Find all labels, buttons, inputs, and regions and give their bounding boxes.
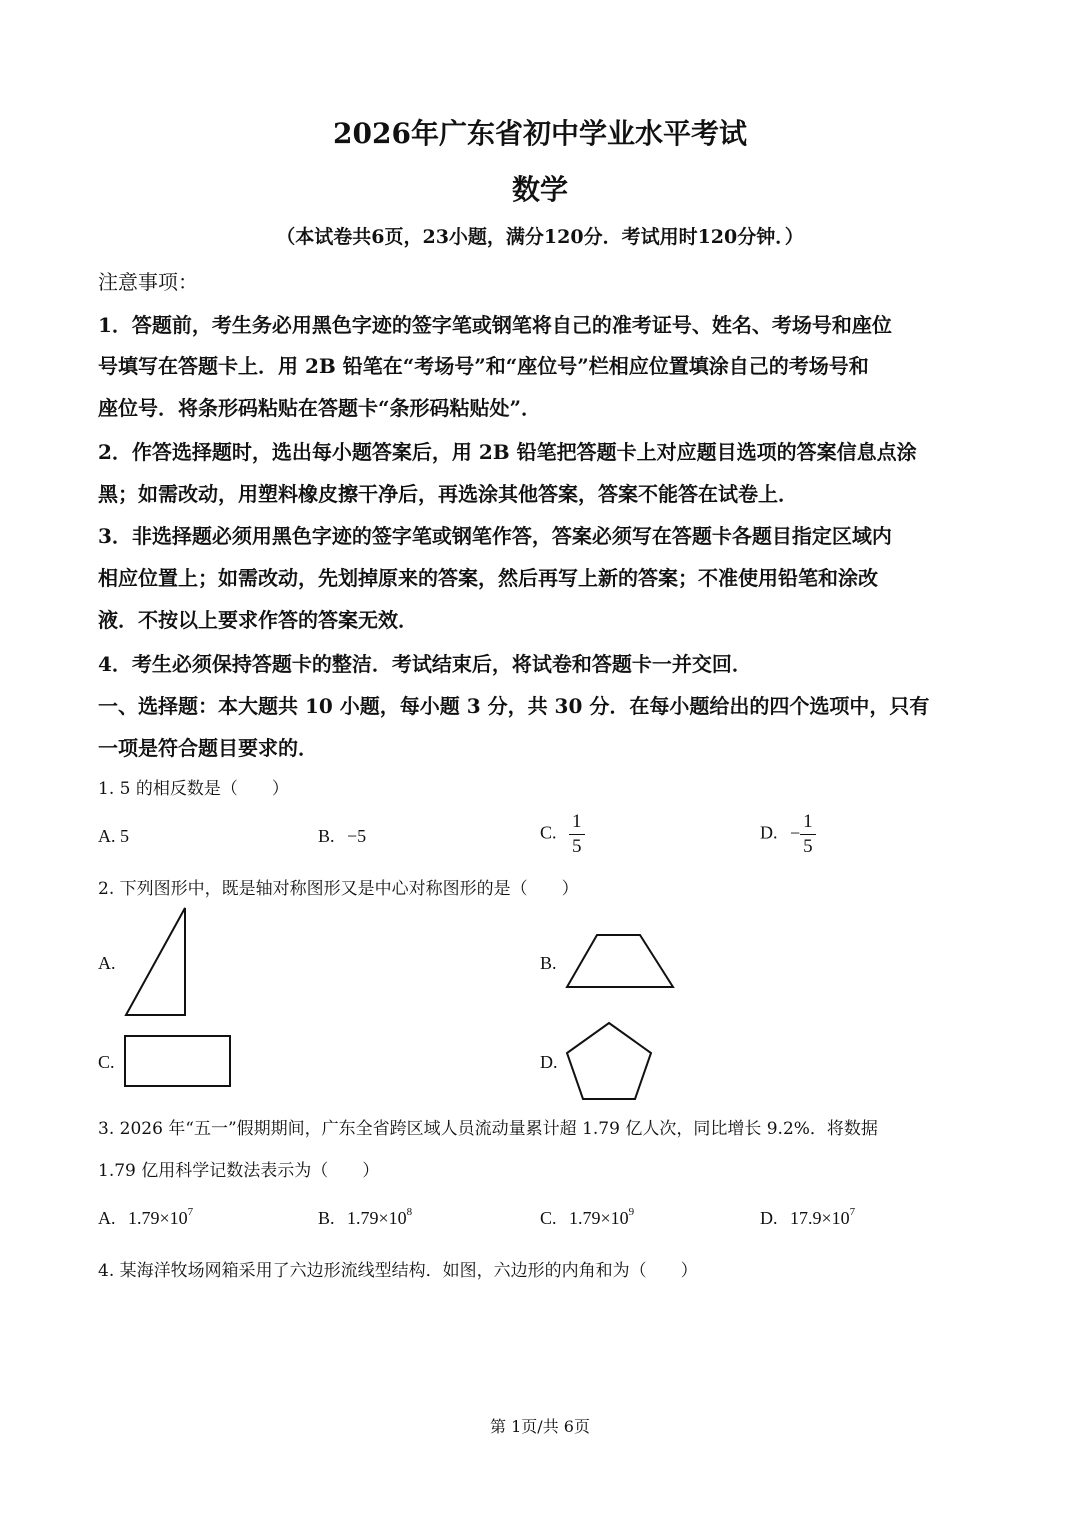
exponent: 9 <box>628 1206 635 1218</box>
option-value: 5 <box>120 826 129 846</box>
q2-option-d-label[interactable]: D. <box>540 1052 558 1072</box>
note-line-9: 4．考生必须保持答题卡的整洁．考试结束后，将试卷和答题卡一并交回． <box>98 652 752 676</box>
q3-option-c[interactable] <box>540 1206 634 1229</box>
option-value: −5 <box>347 826 367 846</box>
fraction <box>800 812 816 857</box>
q1-option-a[interactable] <box>98 826 129 847</box>
fraction <box>569 812 585 857</box>
note-line-7: 相应位置上；如需改动，先划掉原来的答案，然后再写上新的答案；不准使用铅笔和涂改 <box>98 566 878 590</box>
option-label: B. <box>318 826 335 846</box>
subject-title: 数学 <box>511 173 568 206</box>
option-label: A. <box>98 826 116 846</box>
note-line-5: 黑；如需改动，用塑料橡皮擦干净后，再选涂其他答案，答案不能答在试卷上． <box>98 482 798 506</box>
question-3-stem-line-1: 3. 2026 年“五一”假期期间，广东全省跨区域人员流动量累计超 1.79 亿人次，同比增长 9.2%．将数据 <box>98 1119 878 1139</box>
note-line-4: 2．作答选择题时，选出每小题答案后，用 2B 铅笔把答题卡上对应题目选项的答案信息点涂 <box>98 440 917 464</box>
note-line-8: 液．不按以上要求作答的答案无效． <box>98 608 418 632</box>
right-triangle-figure <box>120 905 195 1020</box>
notes-heading-text: 注意事项： <box>98 270 198 294</box>
q3-option-b[interactable] <box>318 1206 412 1229</box>
option-value: 1.79×10 <box>128 1208 188 1228</box>
question-4-stem: 4. 某海洋牧场网箱采用了六边形流线型结构．如图，六边形的内角和为（ ） <box>98 1261 698 1281</box>
q3-option-a[interactable] <box>98 1206 193 1229</box>
fraction-numerator: 1 <box>569 812 585 835</box>
exam-info: （本试卷共6页，23小题，满分120分．考试用时120分钟．） <box>276 226 804 248</box>
option-label: A. <box>98 1208 116 1228</box>
q1-option-c[interactable] <box>540 812 585 857</box>
fraction-denominator: 5 <box>572 835 582 857</box>
question-2-stem: 2. 下列图形中，既是轴对称图形又是中心对称图形的是（ ） <box>98 879 579 899</box>
option-label: D. <box>760 1208 778 1228</box>
trapezoid-figure <box>562 930 677 992</box>
exponent: 7 <box>849 1206 856 1218</box>
question-1-stem: 1. 5 的相反数是（ ） <box>98 779 289 799</box>
page-number: 第 1页/共 6页 <box>490 1417 590 1436</box>
section-heading-line-1: 一、选择题：本大题共 10 小题，每小题 3 分，共 30 分．在每小题给出的四个选项中，只有 <box>98 694 930 718</box>
option-value: 1.79×10 <box>569 1208 629 1228</box>
note-line-6: 3．非选择题必须用黑色字迹的签字笔或钢笔作答，答案必须写在答题卡各题目指定区域内 <box>98 524 892 548</box>
option-value: 1.79×10 <box>347 1208 407 1228</box>
exam-title: 2026年广东省初中学业水平考试 <box>333 117 747 150</box>
q2-option-c-label[interactable]: C. <box>98 1052 115 1072</box>
q2-option-a-label[interactable]: A. <box>98 953 116 973</box>
note-line-2: 号填写在答题卡上．用 2B 铅笔在“考场号”和“座位号”栏相应位置填涂自己的考场号和 <box>98 354 869 378</box>
fraction-denominator: 5 <box>803 835 813 857</box>
exponent: 8 <box>406 1206 413 1218</box>
note-line-1: 1．答题前，考生务必用黑色字迹的签字笔或钢笔将自己的准考证号、姓名、考场号和座位 <box>98 313 892 337</box>
q2-option-b-label[interactable]: B. <box>540 953 557 973</box>
option-label: C. <box>540 1208 557 1228</box>
note-line-3: 座位号．将条形码粘贴在答题卡“条形码粘贴处”． <box>98 396 542 420</box>
option-label: C. <box>540 822 557 843</box>
rectangle-figure <box>122 1033 234 1091</box>
option-value: 17.9×10 <box>790 1208 850 1228</box>
q3-option-d[interactable] <box>760 1206 855 1229</box>
q1-option-d[interactable] <box>760 812 816 857</box>
option-label: D. <box>760 822 778 843</box>
option-label: B. <box>318 1208 335 1228</box>
question-3-stem-line-2: 1.79 亿用科学记数法表示为（ ） <box>98 1161 380 1181</box>
fraction-numerator: 1 <box>800 812 816 835</box>
q1-option-b[interactable] <box>318 826 366 847</box>
pentagon-figure <box>563 1019 655 1103</box>
minus-sign: − <box>790 822 801 843</box>
notes-heading <box>98 266 198 295</box>
exponent: 7 <box>187 1206 194 1218</box>
section-heading-line-2: 一项是符合题目要求的． <box>98 736 318 760</box>
